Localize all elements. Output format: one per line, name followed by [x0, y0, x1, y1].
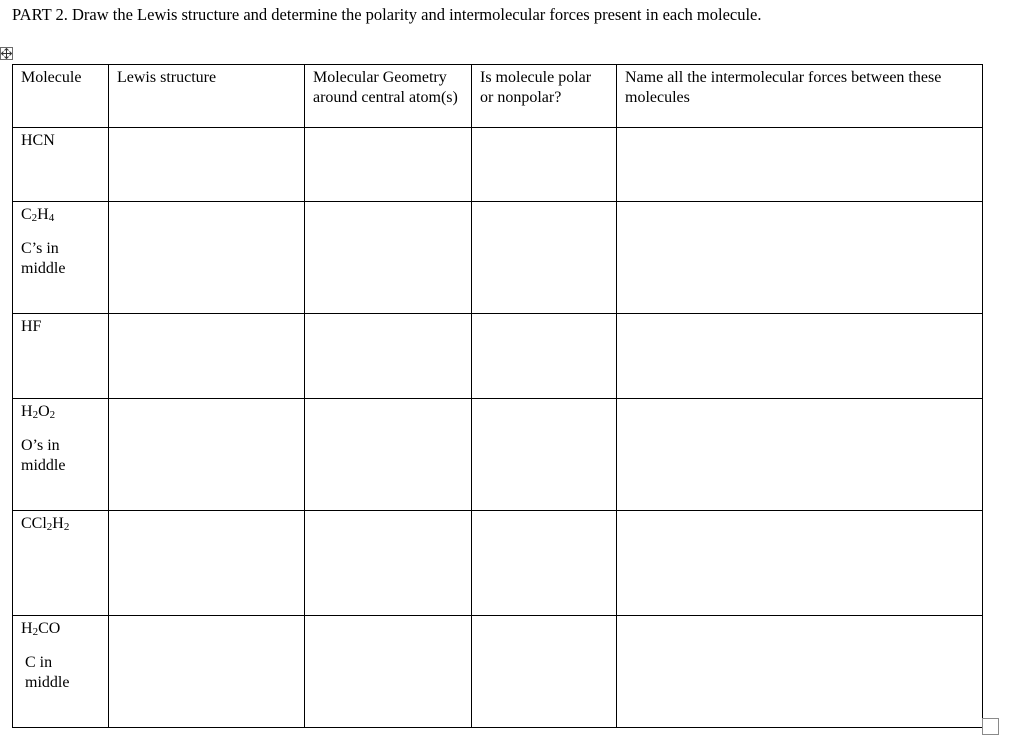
lewis-structure-cell[interactable] — [109, 511, 305, 616]
table-row — [13, 616, 983, 728]
lewis-structure-cell[interactable] — [109, 314, 305, 399]
table-header-row — [13, 65, 983, 128]
header-molecular-geometry: Molecular Geometry around central atom(s) — [305, 65, 472, 128]
geometry-cell[interactable] — [305, 616, 472, 728]
table-resize-handle-icon[interactable] — [982, 718, 999, 735]
geometry-cell[interactable] — [305, 202, 472, 314]
forces-cell[interactable] — [617, 314, 983, 399]
molecule-note: C in middle — [25, 654, 70, 691]
header-molecule: Molecule — [13, 65, 109, 128]
geometry-cell[interactable] — [305, 314, 472, 399]
forces-cell[interactable] — [617, 128, 983, 202]
forces-cell[interactable] — [617, 511, 983, 616]
geometry-cell[interactable] — [305, 128, 472, 202]
forces-cell[interactable] — [617, 202, 983, 314]
lewis-structure-cell[interactable] — [109, 202, 305, 314]
header-intermolecular-forces: Name all the intermolecular forces between these molecules — [617, 65, 983, 128]
lewis-structure-cell[interactable] — [109, 616, 305, 728]
molecule-note: C’s in middle — [21, 240, 66, 277]
molecule-formula: $H_2O_2$ — [21, 403, 56, 421]
forces-cell[interactable] — [617, 399, 983, 511]
geometry-cell[interactable] — [305, 511, 472, 616]
molecule-cell — [13, 202, 109, 314]
molecule-formula: $CCl_2H_2$ — [21, 515, 70, 533]
molecule-formula: $H_2CO$ — [21, 620, 61, 638]
polarity-cell[interactable] — [472, 128, 617, 202]
lewis-structure-cell[interactable] — [109, 128, 305, 202]
molecule-cell — [13, 616, 109, 728]
table-row — [13, 202, 983, 314]
table-row — [13, 511, 983, 616]
molecule-cell — [13, 128, 109, 202]
table-move-handle-icon[interactable] — [0, 47, 13, 60]
molecule-table — [12, 64, 983, 728]
molecule-cell — [13, 399, 109, 511]
forces-cell[interactable] — [617, 616, 983, 728]
page-heading: PART 2. Draw the Lewis structure and determine the polarity and intermolecular forces present in each molecule. — [12, 5, 762, 24]
lewis-structure-cell[interactable] — [109, 399, 305, 511]
header-polarity: Is molecule polar or nonpolar? — [472, 65, 617, 128]
polarity-cell[interactable] — [472, 314, 617, 399]
table-row — [13, 399, 983, 511]
polarity-cell[interactable] — [472, 511, 617, 616]
molecule-note: O’s in middle — [21, 437, 66, 474]
molecule-formula: HCN — [21, 132, 55, 149]
molecule-cell — [13, 314, 109, 399]
molecule-cell — [13, 511, 109, 616]
polarity-cell[interactable] — [472, 616, 617, 728]
polarity-cell[interactable] — [472, 202, 617, 314]
geometry-cell[interactable] — [305, 399, 472, 511]
molecule-formula: $C_2H_4$ — [21, 206, 55, 224]
header-lewis-structure: Lewis structure — [109, 65, 305, 128]
table-row — [13, 314, 983, 399]
table-row — [13, 128, 983, 202]
polarity-cell[interactable] — [472, 399, 617, 511]
molecule-formula: HF — [21, 318, 42, 335]
